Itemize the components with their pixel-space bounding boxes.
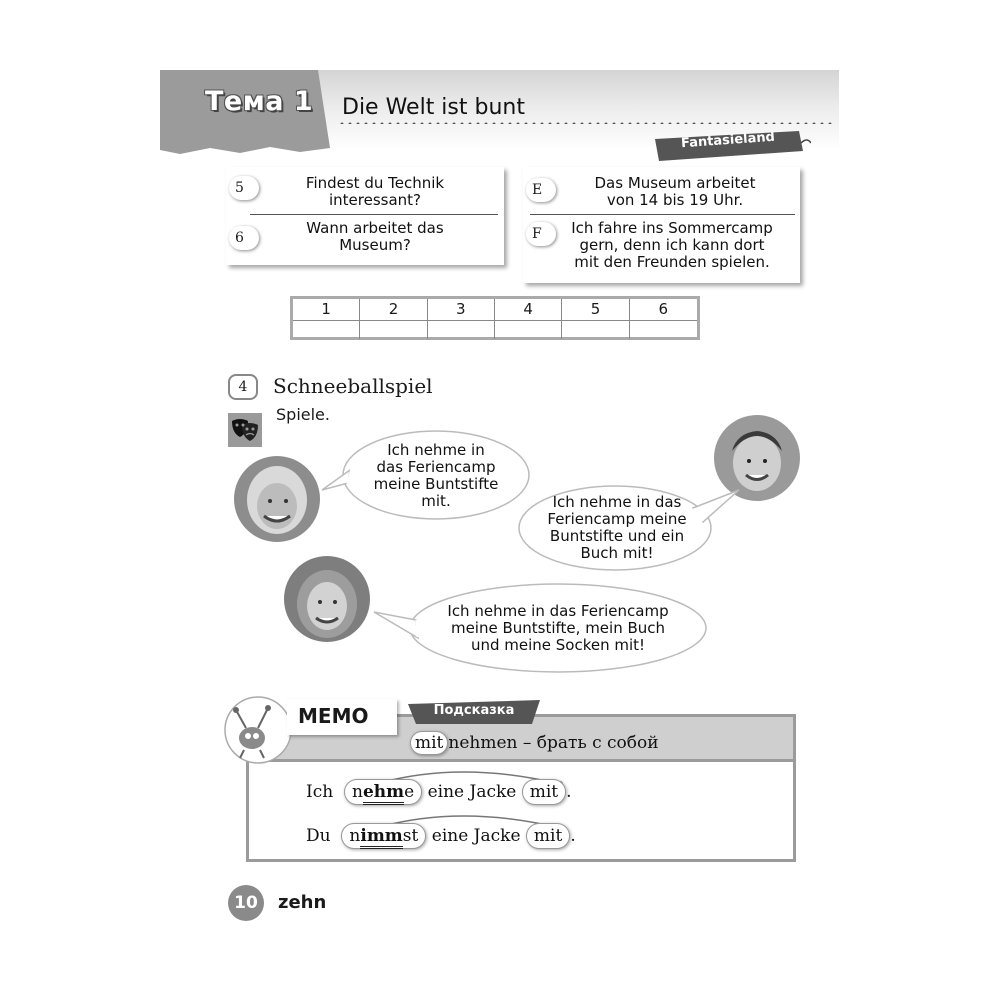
example-pronoun: Ich (306, 782, 334, 802)
letter-badge-5: 5 (229, 176, 259, 200)
girl-photo-2 (284, 556, 370, 642)
grid-header-cell: 3 (428, 299, 495, 321)
answer-e: Das Museum arbeitet von 14 bis 19 Uhr. (594, 174, 756, 209)
letter-badge-e: E (526, 178, 556, 202)
card-divider (250, 214, 498, 215)
verb-oval: nehme (344, 779, 422, 805)
example-middle: eine Jacke (431, 826, 521, 846)
fantasieland-tag: Fantasieland (680, 129, 776, 152)
question-6: Wann arbeitet das Museum? (306, 219, 444, 254)
grid-answer-cell[interactable] (293, 321, 360, 339)
exercise-title: Schneeballspiel (273, 374, 433, 398)
grid-answer-cell[interactable] (428, 321, 495, 339)
grid-answer-cell[interactable] (360, 321, 427, 339)
hint-tag: Подсказка (433, 703, 515, 718)
bubble-3-text: Ich nehme in das Feriencamp meine Buntstifte, mein Buch und meine Socken mit! (447, 602, 669, 654)
example-pronoun: Du (306, 826, 331, 846)
memo-separator (249, 759, 793, 762)
girl-photo (234, 456, 320, 542)
prefix-oval: mit (410, 731, 448, 755)
theater-masks-icon (228, 413, 262, 447)
letter-badge-f: F (526, 222, 556, 246)
rule-translation: брать с собой (536, 733, 659, 753)
exercise-number: 4 (228, 374, 258, 400)
answer-f: Ich fahre ins Sommercamp gern, denn ich kann dort mit den Freunden spielen. (571, 219, 773, 271)
memo-label: MEMO (298, 704, 369, 728)
particle-oval: mit (526, 823, 570, 849)
example-middle: eine Jacke (427, 782, 517, 802)
grid-header-cell: 6 (630, 299, 697, 321)
grid-header-cell: 5 (562, 299, 629, 321)
memo-example-1: Ich nehme eine Jacke mit . (306, 779, 572, 805)
verb-rest: nehmen (448, 733, 518, 753)
grid-header-cell: 2 (360, 299, 427, 321)
grid-answer-cell[interactable] (562, 321, 629, 339)
letter-badge-6: 6 (229, 226, 259, 250)
card-divider (530, 214, 795, 215)
grid-answer-cell[interactable] (495, 321, 562, 339)
answer-grid (290, 296, 700, 340)
bubble-2-text: Ich nehme in das Feriencamp meine Buntstifte und ein Buch mit! (547, 493, 687, 562)
grid-answer-cell[interactable] (630, 321, 697, 339)
rule-dash: – (522, 733, 532, 753)
page-word: zehn (278, 892, 327, 913)
bug-mascot-icon (222, 694, 294, 764)
memo-rule (410, 731, 659, 755)
page-number: 10 (234, 893, 258, 913)
memo-example-2: Du nimmst eine Jacke mit . (306, 823, 576, 849)
grid-header-cell: 1 (293, 299, 360, 321)
tema-label: Тема 1 (205, 86, 314, 117)
grid-header-cell: 4 (495, 299, 562, 321)
dotted-rule (338, 122, 836, 124)
exercise-instruction: Spiele. (276, 405, 330, 424)
question-5: Findest du Technik interessant? (305, 174, 445, 209)
page-title: Die Welt ist bunt (342, 95, 525, 120)
verb-oval: nimmst (341, 823, 426, 849)
particle-oval: mit (522, 779, 566, 805)
bubble-1-text: Ich nehme in das Feriencamp meine Buntstifte mit. (373, 441, 499, 510)
